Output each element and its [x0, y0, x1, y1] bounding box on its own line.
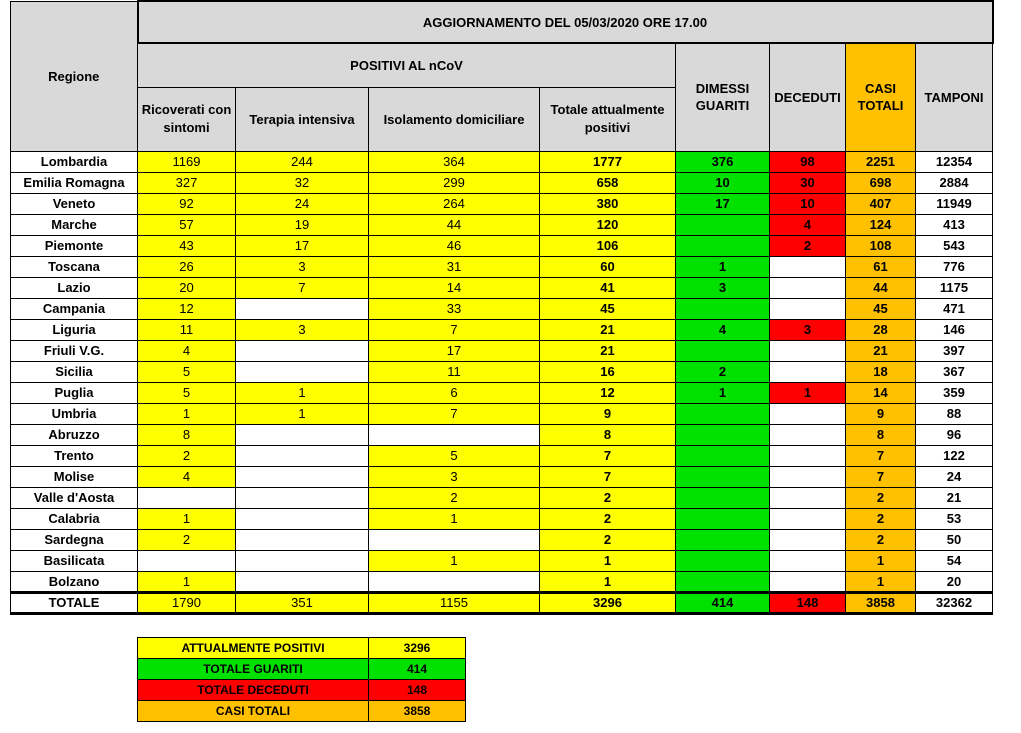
cell-regione: Liguria — [11, 319, 138, 340]
cell-ricoverati: 1169 — [138, 151, 236, 172]
cell-deceduti — [770, 466, 846, 487]
cell-ricoverati — [138, 487, 236, 508]
cell-isolamento: 364 — [369, 151, 540, 172]
table-row — [11, 361, 993, 382]
cell-totale: 9 — [540, 403, 676, 424]
cell-tamponi: 53 — [916, 508, 993, 529]
cell-totale: 1 — [540, 550, 676, 571]
cell-dimessi — [676, 403, 770, 424]
cell-isolamento — [369, 529, 540, 550]
cell-casi: 7 — [846, 466, 916, 487]
cell-isolamento: 11 — [369, 361, 540, 382]
header-casi-totali: CASI TOTALI — [846, 43, 916, 151]
cell-casi: 44 — [846, 277, 916, 298]
legend-row — [138, 659, 466, 680]
cell-isolamento: 46 — [369, 235, 540, 256]
cell-regione: Bolzano — [11, 571, 138, 592]
cell-regione: Umbria — [11, 403, 138, 424]
cell-deceduti — [770, 298, 846, 319]
cell-deceduti — [770, 361, 846, 382]
cell-terapia: 1 — [236, 403, 369, 424]
cell-casi: 3858 — [846, 592, 916, 613]
cell-dimessi — [676, 424, 770, 445]
cell-casi: 698 — [846, 172, 916, 193]
cell-deceduti: 98 — [770, 151, 846, 172]
cell-terapia: 3 — [236, 319, 369, 340]
cell-dimessi: 3 — [676, 277, 770, 298]
cell-totale: 380 — [540, 193, 676, 214]
cell-casi: 21 — [846, 340, 916, 361]
cell-tamponi: 20 — [916, 571, 993, 592]
legend-label: ATTUALMENTE POSITIVI — [138, 638, 369, 659]
table-row — [11, 382, 993, 403]
table-row — [11, 445, 993, 466]
cell-deceduti — [770, 403, 846, 424]
header-dimessi: DIMESSI GUARITI — [676, 43, 770, 151]
cell-isolamento: 14 — [369, 277, 540, 298]
cell-tamponi: 50 — [916, 529, 993, 550]
legend-value: 3858 — [369, 701, 466, 722]
covid-regional-table — [10, 0, 994, 615]
table-row — [11, 340, 993, 361]
cell-regione: TOTALE — [11, 592, 138, 613]
cell-terapia — [236, 487, 369, 508]
cell-regione: Trento — [11, 445, 138, 466]
cell-ricoverati: 327 — [138, 172, 236, 193]
cell-casi: 18 — [846, 361, 916, 382]
cell-tamponi: 32362 — [916, 592, 993, 613]
cell-regione: Campania — [11, 298, 138, 319]
cell-dimessi: 2 — [676, 361, 770, 382]
cell-isolamento: 44 — [369, 214, 540, 235]
cell-terapia: 351 — [236, 592, 369, 613]
table-row — [11, 193, 993, 214]
cell-tamponi: 471 — [916, 298, 993, 319]
table-row — [11, 319, 993, 340]
cell-terapia — [236, 466, 369, 487]
cell-dimessi — [676, 298, 770, 319]
cell-tamponi: 96 — [916, 424, 993, 445]
header-tamponi: TAMPONI — [916, 43, 993, 151]
cell-tamponi: 397 — [916, 340, 993, 361]
cell-tamponi: 146 — [916, 319, 993, 340]
cell-ricoverati: 1 — [138, 403, 236, 424]
cell-tamponi: 54 — [916, 550, 993, 571]
cell-totale: 21 — [540, 319, 676, 340]
table-row — [11, 235, 993, 256]
cell-regione: Molise — [11, 466, 138, 487]
cell-regione: Marche — [11, 214, 138, 235]
cell-regione: Lombardia — [11, 151, 138, 172]
cell-tamponi: 122 — [916, 445, 993, 466]
cell-tamponi: 367 — [916, 361, 993, 382]
cell-terapia: 244 — [236, 151, 369, 172]
cell-totale: 45 — [540, 298, 676, 319]
cell-totale: 16 — [540, 361, 676, 382]
legend-table — [137, 637, 466, 722]
cell-ricoverati: 12 — [138, 298, 236, 319]
cell-casi: 124 — [846, 214, 916, 235]
cell-casi: 7 — [846, 445, 916, 466]
cell-isolamento: 1 — [369, 550, 540, 571]
cell-regione: Emilia Romagna — [11, 172, 138, 193]
table-row — [11, 424, 993, 445]
cell-tamponi: 11949 — [916, 193, 993, 214]
cell-isolamento — [369, 424, 540, 445]
cell-regione: Lazio — [11, 277, 138, 298]
cell-deceduti — [770, 487, 846, 508]
cell-terapia — [236, 361, 369, 382]
cell-dimessi: 1 — [676, 382, 770, 403]
cell-isolamento: 5 — [369, 445, 540, 466]
cell-casi: 9 — [846, 403, 916, 424]
cell-casi: 28 — [846, 319, 916, 340]
cell-tamponi: 543 — [916, 235, 993, 256]
cell-isolamento: 17 — [369, 340, 540, 361]
cell-deceduti: 4 — [770, 214, 846, 235]
cell-terapia — [236, 298, 369, 319]
legend-row — [138, 638, 466, 659]
cell-totale: 41 — [540, 277, 676, 298]
table-row — [11, 529, 993, 550]
table-body — [11, 151, 993, 613]
cell-isolamento: 1155 — [369, 592, 540, 613]
cell-isolamento: 3 — [369, 466, 540, 487]
header-regione: Regione — [11, 1, 138, 151]
cell-ricoverati: 2 — [138, 529, 236, 550]
cell-casi: 2 — [846, 508, 916, 529]
cell-dimessi: 10 — [676, 172, 770, 193]
cell-totale: 12 — [540, 382, 676, 403]
table-row — [11, 466, 993, 487]
table-row — [11, 214, 993, 235]
cell-isolamento: 264 — [369, 193, 540, 214]
cell-deceduti: 1 — [770, 382, 846, 403]
cell-tamponi: 359 — [916, 382, 993, 403]
cell-deceduti — [770, 529, 846, 550]
cell-deceduti — [770, 445, 846, 466]
cell-dimessi — [676, 235, 770, 256]
cell-terapia: 7 — [236, 277, 369, 298]
table-row — [11, 298, 993, 319]
cell-totale: 7 — [540, 466, 676, 487]
header-ricoverati: Ricoverati con sintomi — [138, 87, 236, 151]
cell-totale: 2 — [540, 529, 676, 550]
cell-regione: Calabria — [11, 508, 138, 529]
cell-ricoverati: 11 — [138, 319, 236, 340]
cell-dimessi — [676, 214, 770, 235]
cell-ricoverati: 1790 — [138, 592, 236, 613]
cell-totale: 2 — [540, 487, 676, 508]
cell-terapia: 1 — [236, 382, 369, 403]
cell-terapia — [236, 445, 369, 466]
table-row — [11, 151, 993, 172]
cell-terapia: 24 — [236, 193, 369, 214]
cell-dimessi: 4 — [676, 319, 770, 340]
table-row — [11, 172, 993, 193]
cell-dimessi: 376 — [676, 151, 770, 172]
legend-value: 3296 — [369, 638, 466, 659]
cell-ricoverati: 4 — [138, 466, 236, 487]
cell-totale: 658 — [540, 172, 676, 193]
cell-ricoverati: 5 — [138, 361, 236, 382]
cell-tamponi: 1175 — [916, 277, 993, 298]
cell-tamponi: 2884 — [916, 172, 993, 193]
table-row — [11, 277, 993, 298]
cell-dimessi: 414 — [676, 592, 770, 613]
header-positivi-group: POSITIVI AL nCoV — [138, 43, 676, 87]
cell-totale: 60 — [540, 256, 676, 277]
cell-deceduti: 30 — [770, 172, 846, 193]
cell-tamponi: 21 — [916, 487, 993, 508]
cell-terapia: 32 — [236, 172, 369, 193]
cell-terapia — [236, 571, 369, 592]
cell-tamponi: 776 — [916, 256, 993, 277]
legend-value: 148 — [369, 680, 466, 701]
cell-dimessi: 1 — [676, 256, 770, 277]
cell-isolamento: 2 — [369, 487, 540, 508]
cell-terapia — [236, 550, 369, 571]
cell-deceduti: 2 — [770, 235, 846, 256]
cell-casi: 108 — [846, 235, 916, 256]
legend-label: TOTALE GUARITI — [138, 659, 369, 680]
cell-casi: 61 — [846, 256, 916, 277]
cell-ricoverati: 2 — [138, 445, 236, 466]
cell-ricoverati: 57 — [138, 214, 236, 235]
cell-totale: 7 — [540, 445, 676, 466]
table-row — [11, 256, 993, 277]
cell-terapia — [236, 508, 369, 529]
cell-regione: Veneto — [11, 193, 138, 214]
header-totale-positivi: Totale attualmente positivi — [540, 87, 676, 151]
cell-terapia: 3 — [236, 256, 369, 277]
cell-ricoverati: 1 — [138, 571, 236, 592]
cell-regione: Sicilia — [11, 361, 138, 382]
cell-casi: 1 — [846, 571, 916, 592]
cell-casi: 2251 — [846, 151, 916, 172]
cell-casi: 2 — [846, 487, 916, 508]
cell-totale: 8 — [540, 424, 676, 445]
cell-totale: 1777 — [540, 151, 676, 172]
cell-dimessi — [676, 550, 770, 571]
cell-terapia — [236, 340, 369, 361]
cell-ricoverati: 4 — [138, 340, 236, 361]
legend-label: TOTALE DECEDUTI — [138, 680, 369, 701]
cell-ricoverati: 20 — [138, 277, 236, 298]
cell-isolamento: 7 — [369, 403, 540, 424]
cell-deceduti — [770, 424, 846, 445]
cell-regione: Sardegna — [11, 529, 138, 550]
cell-casi: 2 — [846, 529, 916, 550]
table-row — [11, 571, 993, 592]
cell-totale: 1 — [540, 571, 676, 592]
cell-regione: Puglia — [11, 382, 138, 403]
cell-ricoverati: 8 — [138, 424, 236, 445]
cell-isolamento: 31 — [369, 256, 540, 277]
cell-isolamento: 33 — [369, 298, 540, 319]
cell-tamponi: 413 — [916, 214, 993, 235]
header-terapia: Terapia intensiva — [236, 87, 369, 151]
total-row — [11, 592, 993, 613]
table-row — [11, 508, 993, 529]
cell-dimessi — [676, 571, 770, 592]
cell-casi: 8 — [846, 424, 916, 445]
header-isolamento: Isolamento domiciliare — [369, 87, 540, 151]
cell-terapia: 19 — [236, 214, 369, 235]
cell-deceduti — [770, 550, 846, 571]
cell-ricoverati: 26 — [138, 256, 236, 277]
cell-casi: 407 — [846, 193, 916, 214]
cell-totale: 21 — [540, 340, 676, 361]
cell-regione: Basilicata — [11, 550, 138, 571]
cell-tamponi: 24 — [916, 466, 993, 487]
cell-regione: Piemonte — [11, 235, 138, 256]
cell-terapia — [236, 529, 369, 550]
cell-ricoverati: 92 — [138, 193, 236, 214]
cell-totale: 3296 — [540, 592, 676, 613]
legend-label: CASI TOTALI — [138, 701, 369, 722]
cell-casi: 45 — [846, 298, 916, 319]
legend-row — [138, 680, 466, 701]
cell-isolamento: 6 — [369, 382, 540, 403]
cell-terapia: 17 — [236, 235, 369, 256]
header-deceduti: DECEDUTI — [770, 43, 846, 151]
cell-ricoverati: 5 — [138, 382, 236, 403]
table-row — [11, 403, 993, 424]
cell-isolamento: 1 — [369, 508, 540, 529]
cell-totale: 2 — [540, 508, 676, 529]
page-title: AGGIORNAMENTO DEL 05/03/2020 ORE 17.00 — [138, 1, 993, 43]
cell-tamponi: 12354 — [916, 151, 993, 172]
cell-regione: Abruzzo — [11, 424, 138, 445]
cell-dimessi: 17 — [676, 193, 770, 214]
cell-deceduti: 10 — [770, 193, 846, 214]
cell-dimessi — [676, 445, 770, 466]
table-row — [11, 487, 993, 508]
cell-dimessi — [676, 466, 770, 487]
cell-casi: 14 — [846, 382, 916, 403]
cell-tamponi: 88 — [916, 403, 993, 424]
cell-ricoverati — [138, 550, 236, 571]
cell-totale: 120 — [540, 214, 676, 235]
cell-totale: 106 — [540, 235, 676, 256]
legend-row — [138, 701, 466, 722]
cell-deceduti — [770, 340, 846, 361]
cell-dimessi — [676, 340, 770, 361]
cell-deceduti — [770, 256, 846, 277]
cell-regione: Toscana — [11, 256, 138, 277]
cell-dimessi — [676, 508, 770, 529]
cell-isolamento: 7 — [369, 319, 540, 340]
cell-terapia — [236, 424, 369, 445]
cell-dimessi — [676, 487, 770, 508]
cell-regione: Friuli V.G. — [11, 340, 138, 361]
cell-deceduti — [770, 277, 846, 298]
table-row — [11, 550, 993, 571]
cell-deceduti — [770, 508, 846, 529]
cell-dimessi — [676, 529, 770, 550]
cell-deceduti: 148 — [770, 592, 846, 613]
cell-casi: 1 — [846, 550, 916, 571]
cell-isolamento: 299 — [369, 172, 540, 193]
cell-deceduti: 3 — [770, 319, 846, 340]
legend-value: 414 — [369, 659, 466, 680]
cell-ricoverati: 43 — [138, 235, 236, 256]
cell-ricoverati: 1 — [138, 508, 236, 529]
cell-isolamento — [369, 571, 540, 592]
cell-deceduti — [770, 571, 846, 592]
cell-regione: Valle d'Aosta — [11, 487, 138, 508]
